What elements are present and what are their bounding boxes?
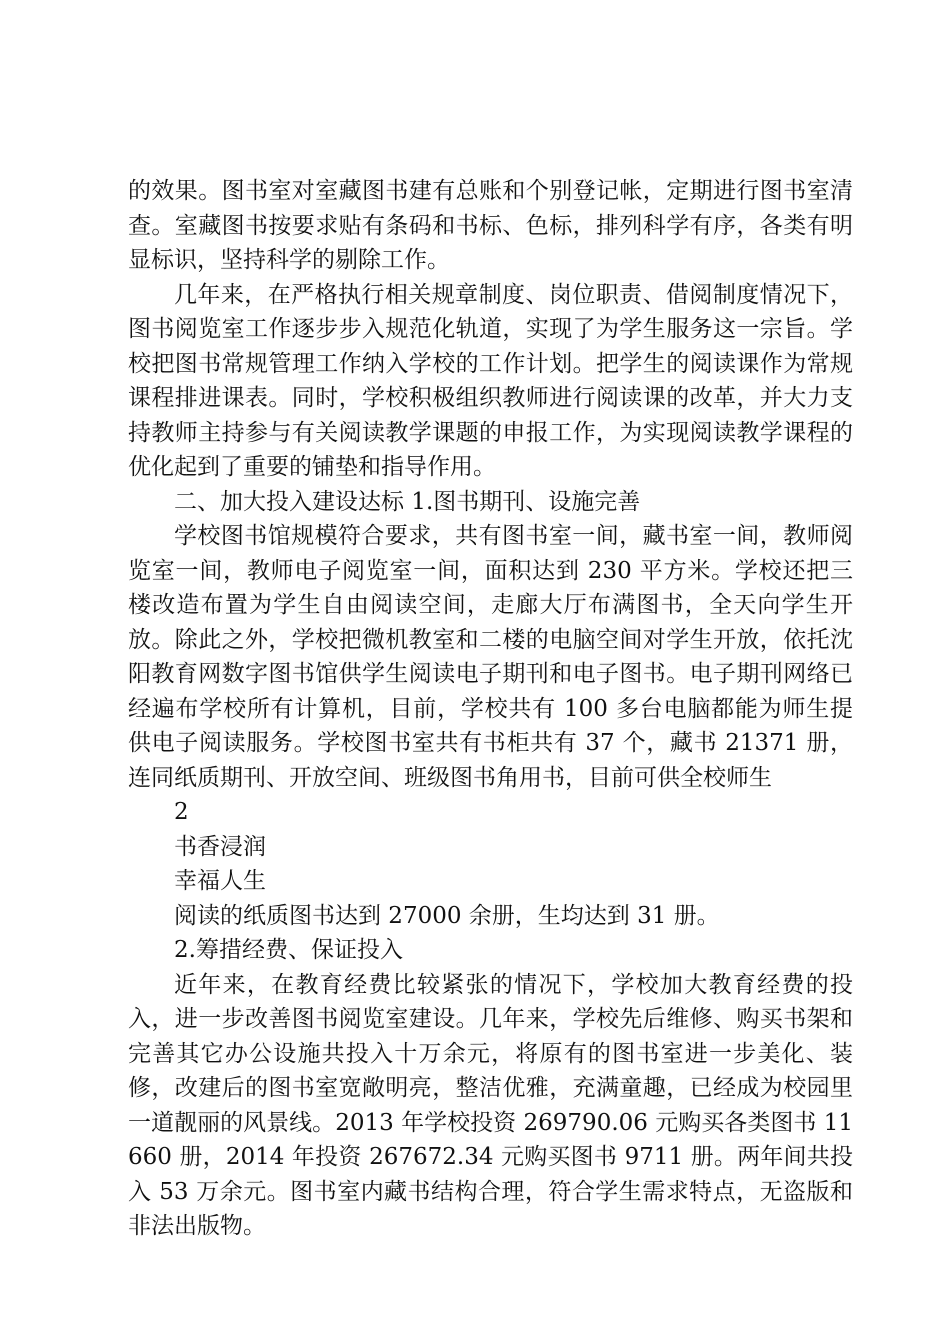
section-heading-funding: 2.筹措经费、保证投入	[174, 937, 403, 963]
running-header-line-1: 书香浸润	[174, 833, 266, 860]
page-number: 2	[174, 799, 189, 825]
paragraph-standardization: 几年来，在严格执行相关规章制度、岗位职责、借阅制度情况下，图书阅览室工作逐步步入规范化轨道，实现了为学生服务这一宗旨。学校把图书常规管理工作纳入学校的工作计划。把学生的阅读课作为常规课程排进课表。同时，学校积极组织教师进行阅读课的改革，并大力支持教师主持参与有关阅读教学课题的申报工作，为实现阅读教学课程的优化起到了重要的铺垫和指导作用。	[128, 281, 853, 480]
paragraph-book-count: 阅读的纸质图书达到 27000 余册，生均达到 31 册。	[174, 902, 720, 929]
paragraph-collection-management: 的效果。图书室对室藏图书建有总账和个别登记帐，定期进行图书室清查。室藏图书按要求贴有条码和书标、色标，排列科学有序，各类有明显标识，坚持科学的剔除工作。	[128, 178, 853, 273]
document-page	[128, 174, 853, 1244]
section-heading-investment: 二、加大投入建设达标 1.图书期刊、设施完善	[174, 488, 641, 515]
paragraph-library-facilities: 学校图书馆规模符合要求，共有图书室一间，藏书室一间，教师阅览室一间，教师电子阅览室一间，面积达到 230 平方米。学校还把三楼改造布置为学生自由阅读空间，走廊大厅布满图书，全天向学生开放。除此之外，学校把微机教室和二楼的电脑空间对学生开放，依托沈阳教育网数字图书馆供学生阅读电子期刊和电子图书。电子期刊网络已经遍布学校所有计算机，目前，学校共有 100 多台电脑都能为师生提供电子阅读服务。学校图书室共有书柜共有 37 个，藏书 21371 册，连同纸质期刊、开放空间、班级图书角用书，目前可供全校师生	[128, 523, 853, 791]
paragraph-funding-details: 近年来，在教育经费比较紧张的情况下，学校加大教育经费的投入，进一步改善图书阅览室建设。几年来，学校先后维修、购买书架和完善其它办公设施共投入十万余元，将原有的图书室进一步美化、装修，改建后的图书室宽敞明亮，整洁优雅，充满童趣，已经成为校园里一道靓丽的风景线。2013 年学校投资 269790.06 元购买各类图书 11660 册，2014 年投资 267672.34 元购买图书 9711 册。两年间共投入 53 万余元。图书室内藏书结构合理，符合学生需求特点，无盗版和非法出版物。	[128, 971, 853, 1239]
running-header-line-2: 幸福人生	[174, 868, 266, 894]
